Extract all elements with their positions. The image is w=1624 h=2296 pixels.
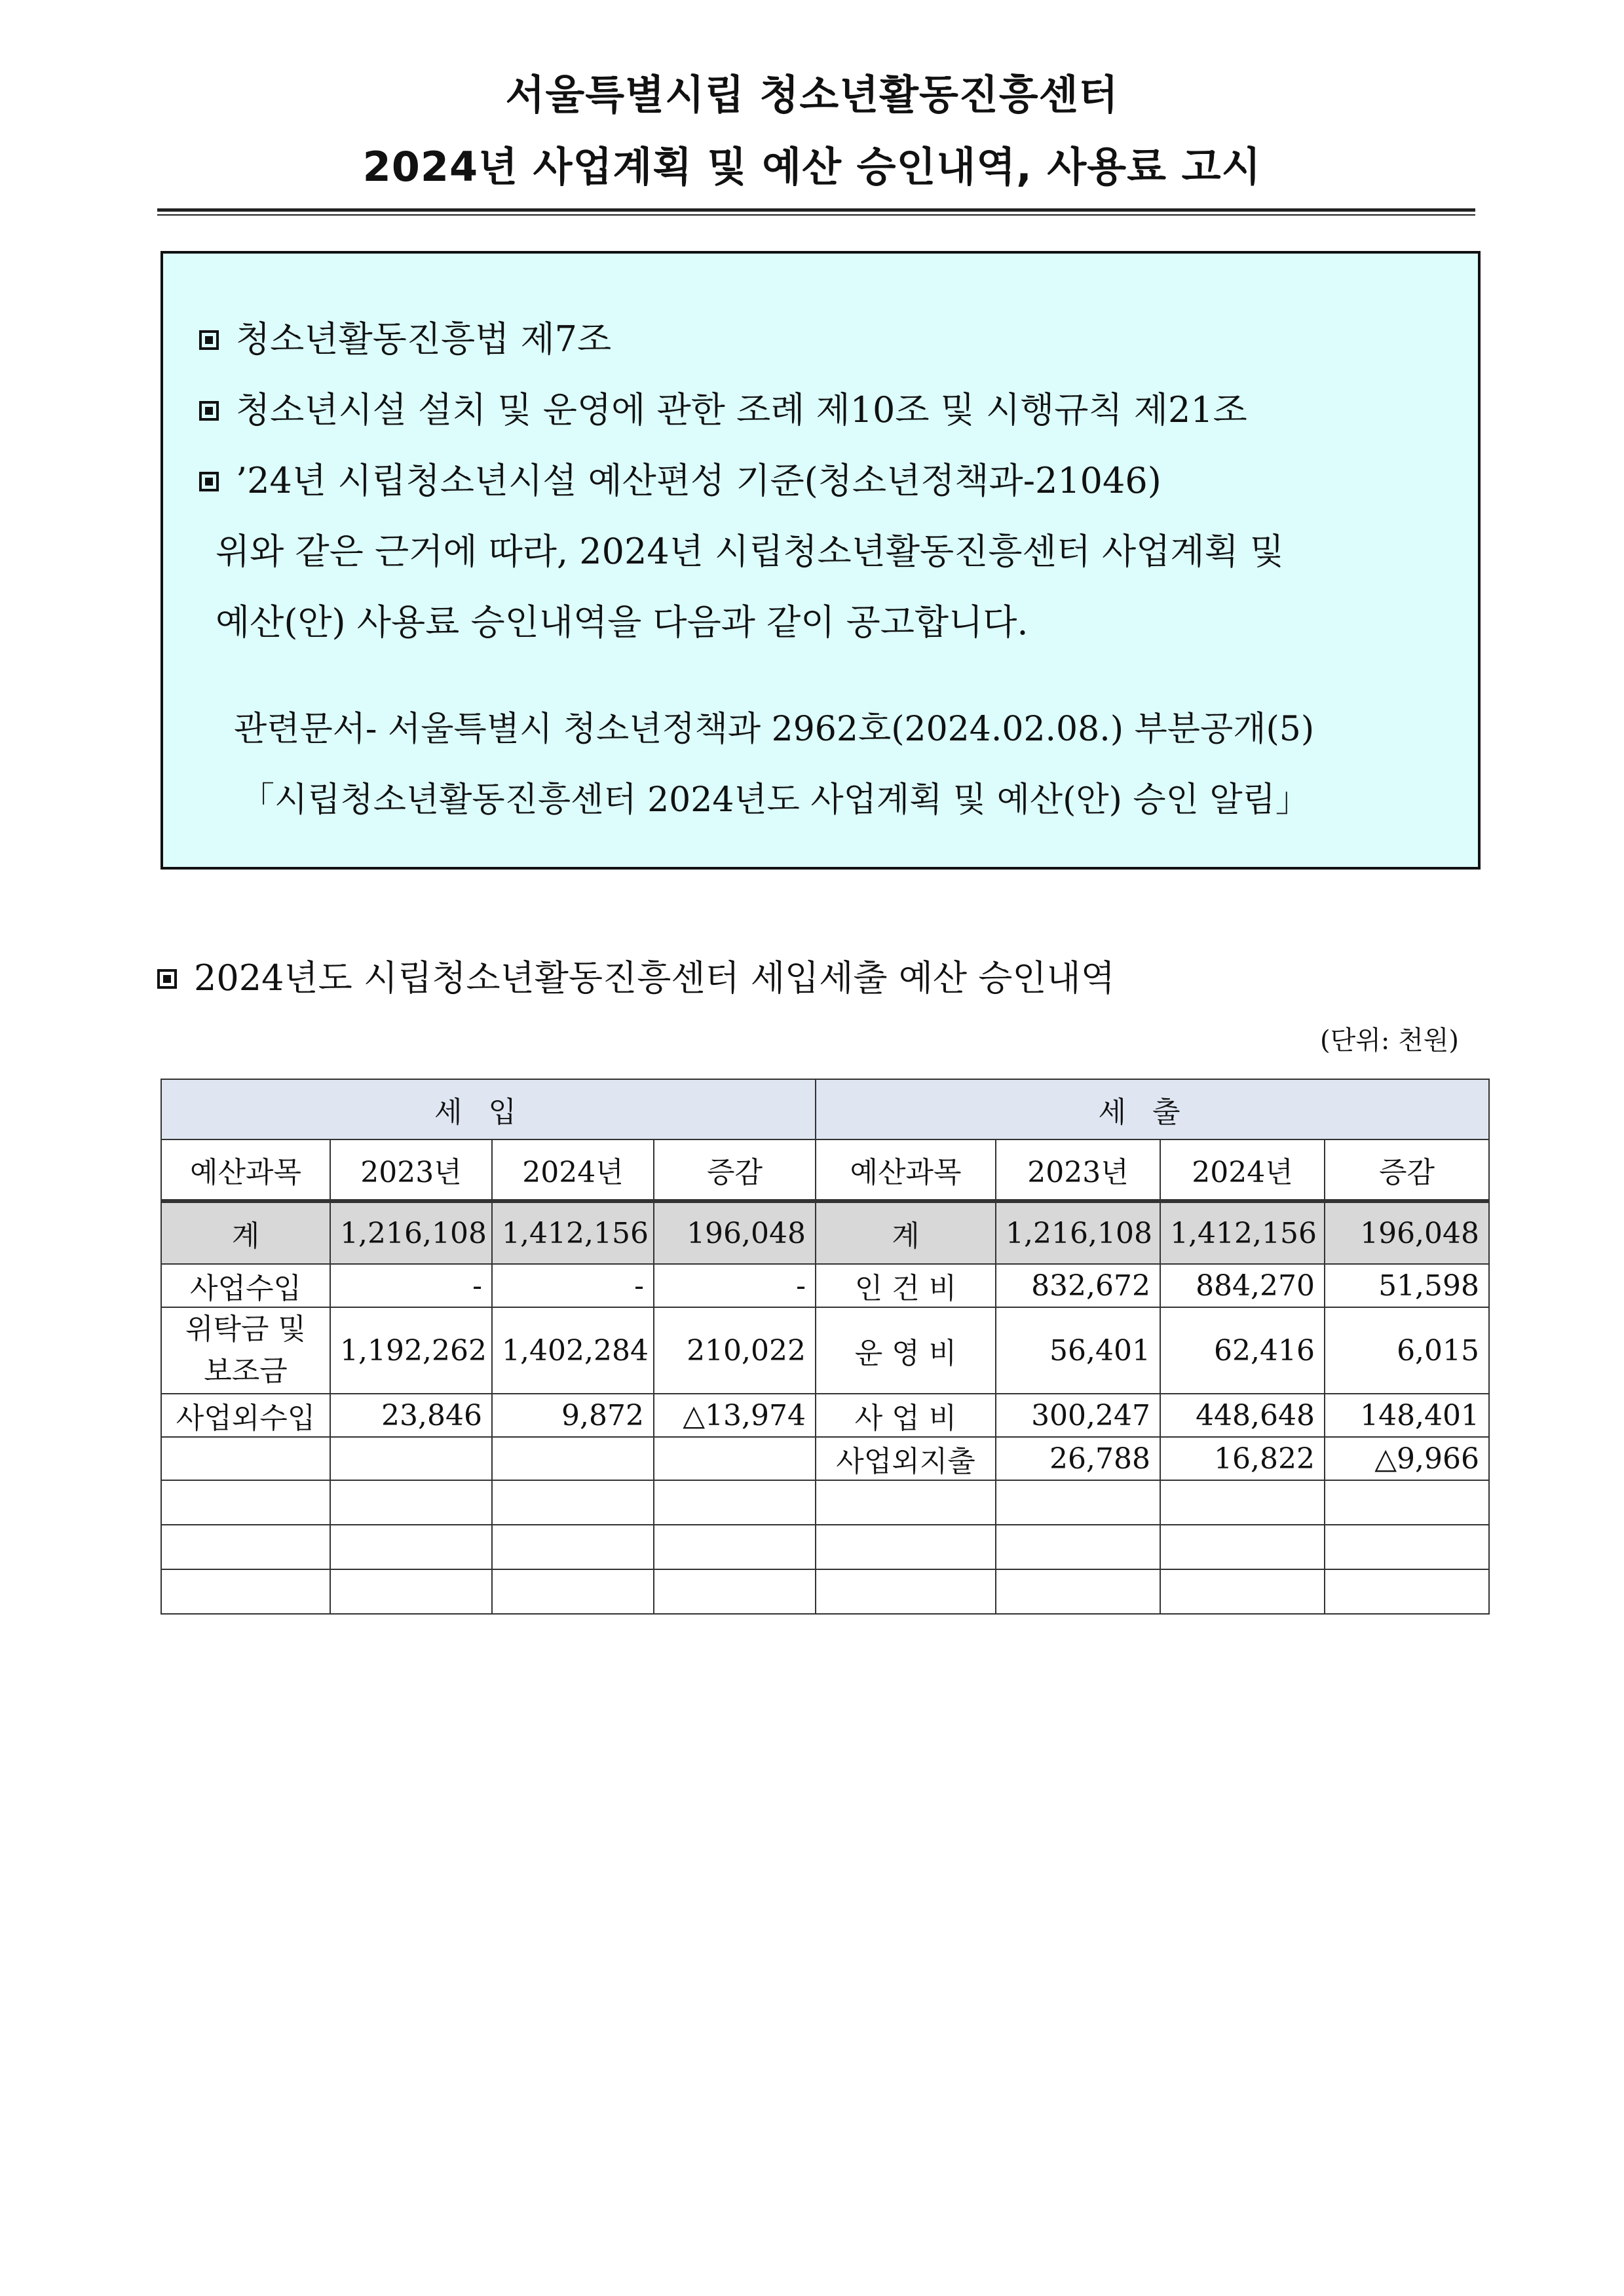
table-cell: 16,822	[1160, 1437, 1325, 1480]
table-cell	[816, 1569, 996, 1614]
table-row	[161, 1264, 1489, 1307]
table-cell: 148,401	[1325, 1394, 1489, 1437]
table-cell: 인 건 비	[816, 1264, 996, 1307]
table-cell: △9,966	[1325, 1437, 1489, 1480]
table-cell: 210,022	[654, 1307, 816, 1394]
column-header: 증감	[654, 1139, 816, 1201]
table-cell: 62,416	[1160, 1307, 1325, 1394]
table-column-header	[161, 1139, 1489, 1201]
page-title-line1: 서울특별시립 청소년활동진흥센터	[505, 71, 1119, 119]
basis-text: 청소년시설 설치 및 운영에 관한 조례 제10조 및 시행규칙 제21조	[236, 389, 1247, 430]
table-cell: -	[654, 1264, 816, 1307]
table-cell: 사 업 비	[816, 1394, 996, 1437]
table-cell	[654, 1569, 816, 1614]
expense-header: 세출	[816, 1079, 1489, 1139]
table-cell	[1160, 1525, 1325, 1569]
table-cell: 51,598	[1325, 1264, 1489, 1307]
table-cell	[816, 1525, 996, 1569]
notice-body-line1: 위와 같은 근거에 따라, 2024년 시립청소년활동진흥센터 사업계획 및	[216, 531, 1285, 572]
table-cell: -	[330, 1264, 492, 1307]
table-cell: 23,846	[330, 1394, 492, 1437]
table-cell: 위탁금 및 보조금	[161, 1307, 330, 1394]
table-cell	[996, 1569, 1160, 1614]
table-cell: 1,216,108	[330, 1201, 492, 1264]
table-cell	[330, 1525, 492, 1569]
table-cell: 300,247	[996, 1394, 1160, 1437]
table-cell: 196,048	[654, 1201, 816, 1264]
table-row	[161, 1437, 1489, 1480]
table-cell	[654, 1525, 816, 1569]
budget-table	[161, 1079, 1490, 1615]
column-header: 2023년	[330, 1139, 492, 1201]
basis-text: 청소년활동진흥법 제7조	[236, 318, 612, 360]
table-cell: 사업수입	[161, 1264, 330, 1307]
table-cell	[161, 1569, 330, 1614]
table-cell: 1,412,156	[1160, 1201, 1325, 1264]
reference-doc-line1: 관련문서- 서울특별시 청소년정책과 2962호(2024.02.08.) 부분공개(5)	[234, 710, 1315, 749]
table-cell	[492, 1480, 654, 1525]
table-row-empty	[161, 1480, 1489, 1525]
table-cell	[1160, 1480, 1325, 1525]
table-cell	[492, 1437, 654, 1480]
table-cell	[654, 1437, 816, 1480]
table-cell: 운 영 비	[816, 1307, 996, 1394]
table-cell: 196,048	[1325, 1201, 1489, 1264]
table-cell	[1325, 1480, 1489, 1525]
table-cell	[1325, 1525, 1489, 1569]
table-cell	[492, 1569, 654, 1614]
table-cell	[161, 1480, 330, 1525]
table-cell	[330, 1569, 492, 1614]
reference-doc-line2: 「시립청소년활동진흥센터 2024년도 사업계획 및 예산(안) 승인 알림」	[240, 780, 1310, 820]
square-bullet-icon	[199, 330, 219, 350]
page-title-line2: 2024년 사업계획 및 예산 승인내역, 사용료 고시	[362, 143, 1262, 191]
table-cell: 832,672	[996, 1264, 1160, 1307]
basis-item	[199, 453, 1161, 503]
table-cell: 1,412,156	[492, 1201, 654, 1264]
table-cell	[161, 1437, 330, 1480]
table-cell	[996, 1525, 1160, 1569]
table-cell	[996, 1480, 1160, 1525]
table-cell: 26,788	[996, 1437, 1160, 1480]
column-header: 2024년	[492, 1139, 654, 1201]
table-cell: 1,216,108	[996, 1201, 1160, 1264]
table-cell: 448,648	[1160, 1394, 1325, 1437]
table-group-header	[161, 1079, 1489, 1139]
section-title	[157, 950, 1115, 1001]
table-cell	[330, 1480, 492, 1525]
square-bullet-icon	[199, 472, 219, 491]
revenue-header: 세입	[161, 1079, 816, 1139]
table-cell	[654, 1480, 816, 1525]
table-cell: 1,402,284	[492, 1307, 654, 1394]
table-cell	[161, 1525, 330, 1569]
table-cell: 계	[816, 1201, 996, 1264]
table-cell: △13,974	[654, 1394, 816, 1437]
table-row	[161, 1394, 1489, 1437]
table-cell: 9,872	[492, 1394, 654, 1437]
table-cell: 사업외수입	[161, 1394, 330, 1437]
table-row-empty	[161, 1569, 1489, 1614]
column-header: 예산과목	[161, 1139, 330, 1201]
table-cell: 6,015	[1325, 1307, 1489, 1394]
basis-item	[199, 311, 611, 362]
notice-box	[161, 251, 1481, 870]
table-cell	[816, 1480, 996, 1525]
column-header: 2023년	[996, 1139, 1160, 1201]
table-cell: 56,401	[996, 1307, 1160, 1394]
title-rule-thick	[157, 208, 1475, 212]
unit-label: (단위: 천원)	[1320, 1025, 1459, 1056]
square-bullet-icon	[199, 401, 219, 421]
table-cell	[1325, 1569, 1489, 1614]
title-rule-thin	[157, 214, 1475, 216]
square-bullet-icon	[157, 969, 177, 989]
table-cell	[330, 1437, 492, 1480]
table-cell: -	[492, 1264, 654, 1307]
basis-item	[199, 382, 1247, 432]
column-header: 증감	[1325, 1139, 1489, 1201]
table-cell	[1160, 1569, 1325, 1614]
column-header: 예산과목	[816, 1139, 996, 1201]
table-cell	[492, 1525, 654, 1569]
table-cell: 계	[161, 1201, 330, 1264]
section-title-text: 2024년도 시립청소년활동진흥센터 세입세출 예산 승인내역	[194, 957, 1115, 999]
total-row	[161, 1201, 1489, 1264]
basis-text: ’24년 시립청소년시설 예산편성 기준(청소년정책과-21046)	[236, 460, 1161, 501]
notice-body-line2: 예산(안) 사용료 승인내역을 다음과 같이 공고합니다.	[216, 602, 1029, 643]
table-row-empty	[161, 1525, 1489, 1569]
table-cell: 884,270	[1160, 1264, 1325, 1307]
table-cell: 사업외지출	[816, 1437, 996, 1480]
table-cell: 1,192,262	[330, 1307, 492, 1394]
table-row	[161, 1307, 1489, 1394]
column-header: 2024년	[1160, 1139, 1325, 1201]
